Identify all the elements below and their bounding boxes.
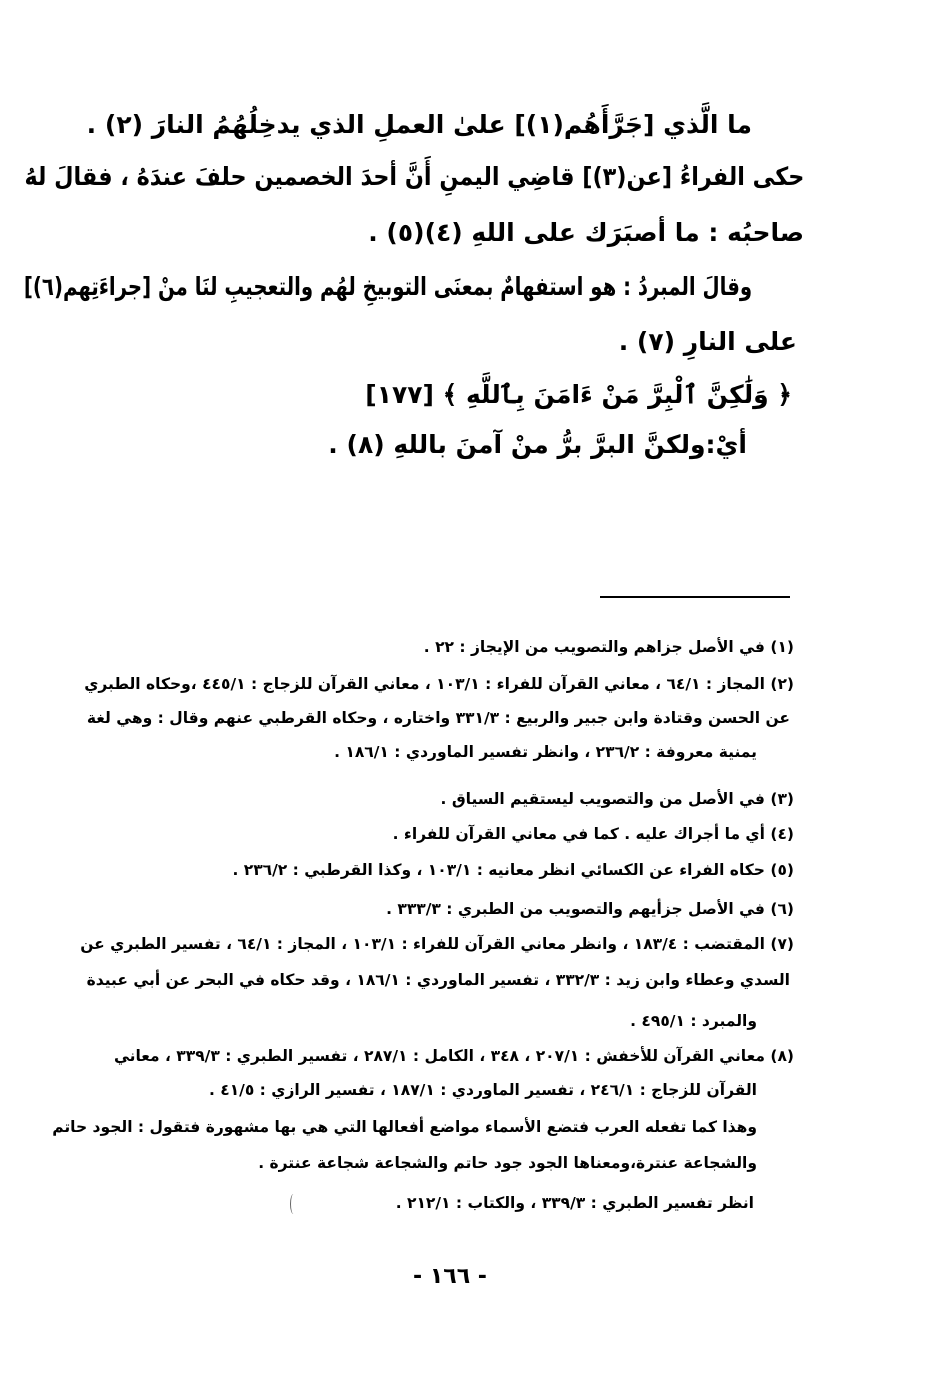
- footnote-separator: [600, 596, 790, 598]
- footnote-8-line-3: وهذا كما تفعله العرب فتضع الأسماء مواضع أفعالها التي هي بها مشهورة فتقول : الجود حاتم: [52, 1118, 757, 1136]
- footnote-4: (٤) أي ما أجراك عليه . كما في معاني القرآن للفراء .: [392, 825, 794, 843]
- footnote-2-line-1: (٢) المجاز : ٦٤/١ ، معاني القرآن للفراء : ١٠٣/١ ، معاني القرآن للزجاج : ٤٤٥/١ ،وحكاه الطبري: [84, 675, 794, 693]
- main-text-line-7: أيْ:ولكنَّ البرَّ برُّ منْ آمنَ باللهِ (٨) .: [328, 430, 747, 459]
- footnote-8-line-1: (٨) معاني القرآن للأخفش : ٢٠٧/١ ، ٣٤٨ ، الكامل : ٢٨٧/١ ، تفسير الطبري : ٣٣٩/٣ ، معاني: [113, 1047, 794, 1065]
- footnote-8-line-4: والشجاعة عنترة،ومعناها الجود جود حاتم والشجاعة شجاعة عنترة .: [258, 1154, 757, 1172]
- footnote-2-line-3: يمنية معروفة : ٢٣٦/٢ ، وانظر تفسير الماوردي : ١٨٦/١ .: [334, 743, 757, 761]
- page-number: - ١٦٦ -: [413, 1264, 487, 1289]
- footnote-3: (٣) في الأصل من والتصويب ليستقيم السياق .: [440, 790, 794, 808]
- footnote-1: (١) في الأصل جزاهم والتصويب من الإيجاز : ٢٢ .: [423, 638, 794, 656]
- main-text-line-4: وقالَ المبردُ : هو استفهامٌ بمعنَى التوبيخِ لهُم والتعجيبِ لنَا منْ [جراءَتِهم(٦)]: [23, 272, 753, 301]
- footnote-8-line-2: القرآن للزجاج : ٢٤٦/١ ، تفسير الماوردي : ١٨٧/١ ، تفسير الرازي : ٤١/٥ .: [208, 1081, 757, 1099]
- main-text-line-1: ما الَّذي [جَرَّأَهُم(١)] علىٰ العملِ الذي يدخِلُهُمُ النارَ (٢) .: [86, 110, 752, 139]
- footnote-7-line-3: والمبرد : ٤٩٥/١ .: [630, 1012, 757, 1030]
- footnote-2-line-2: عن الحسن وقتادة وابن جبير والربيع : ٣٣١/٣ واختاره ، وحكاه القرطبي عنهم وقال : وهي لغة: [86, 709, 790, 727]
- footnote-6: (٦) في الأصل جزأيهم والتصويب من الطبري : ٣٣٣/٣ .: [386, 900, 794, 918]
- quran-verse: ﴿ وَلَٰكِنَّ ٱلْبِرَّ مَنْ ءَامَنَ بِٱللَّهِ ﴾ [١٧٧]: [365, 380, 792, 409]
- main-text-line-5: على النارِ (٧) .: [618, 327, 797, 356]
- footnote-7-line-2: السدي وعطاء وابن زيد : ٣٣٢/٣ ، تفسير الماوردي : ١٨٦/١ ، وقد حكاه في البحر عن أبي عبيدة: [86, 971, 790, 989]
- scan-mark: [290, 1194, 297, 1214]
- footnote-5: (٥) حكاه الفراء عن الكسائي انظر معانيه : ١٠٣/١ ، وكذا القرطبي : ٢٣٦/٢ .: [232, 861, 794, 879]
- footnote-7-line-1: (٧) المقتضب : ١٨٣/٤ ، وانظر معاني القرآن للفراء : ١٠٣/١ ، المجاز : ٦٤/١ ، تفسير الطبري عن: [80, 935, 794, 953]
- main-text-line-3: صاحبُه : ما أصبَرَك على اللهِ (٤)(٥) .: [368, 218, 804, 247]
- footnote-8-line-5: انظر تفسير الطبري : ٣٣٩/٣ ، والكتاب : ٢١٢/١ .: [395, 1194, 754, 1212]
- main-text-line-2: حكى الفراءُ [عن(٣)] قاضِي اليمنِ أَنَّ أحدَ الخصمين حلفَ عندَهُ ، فقالَ لهُ: [24, 162, 804, 191]
